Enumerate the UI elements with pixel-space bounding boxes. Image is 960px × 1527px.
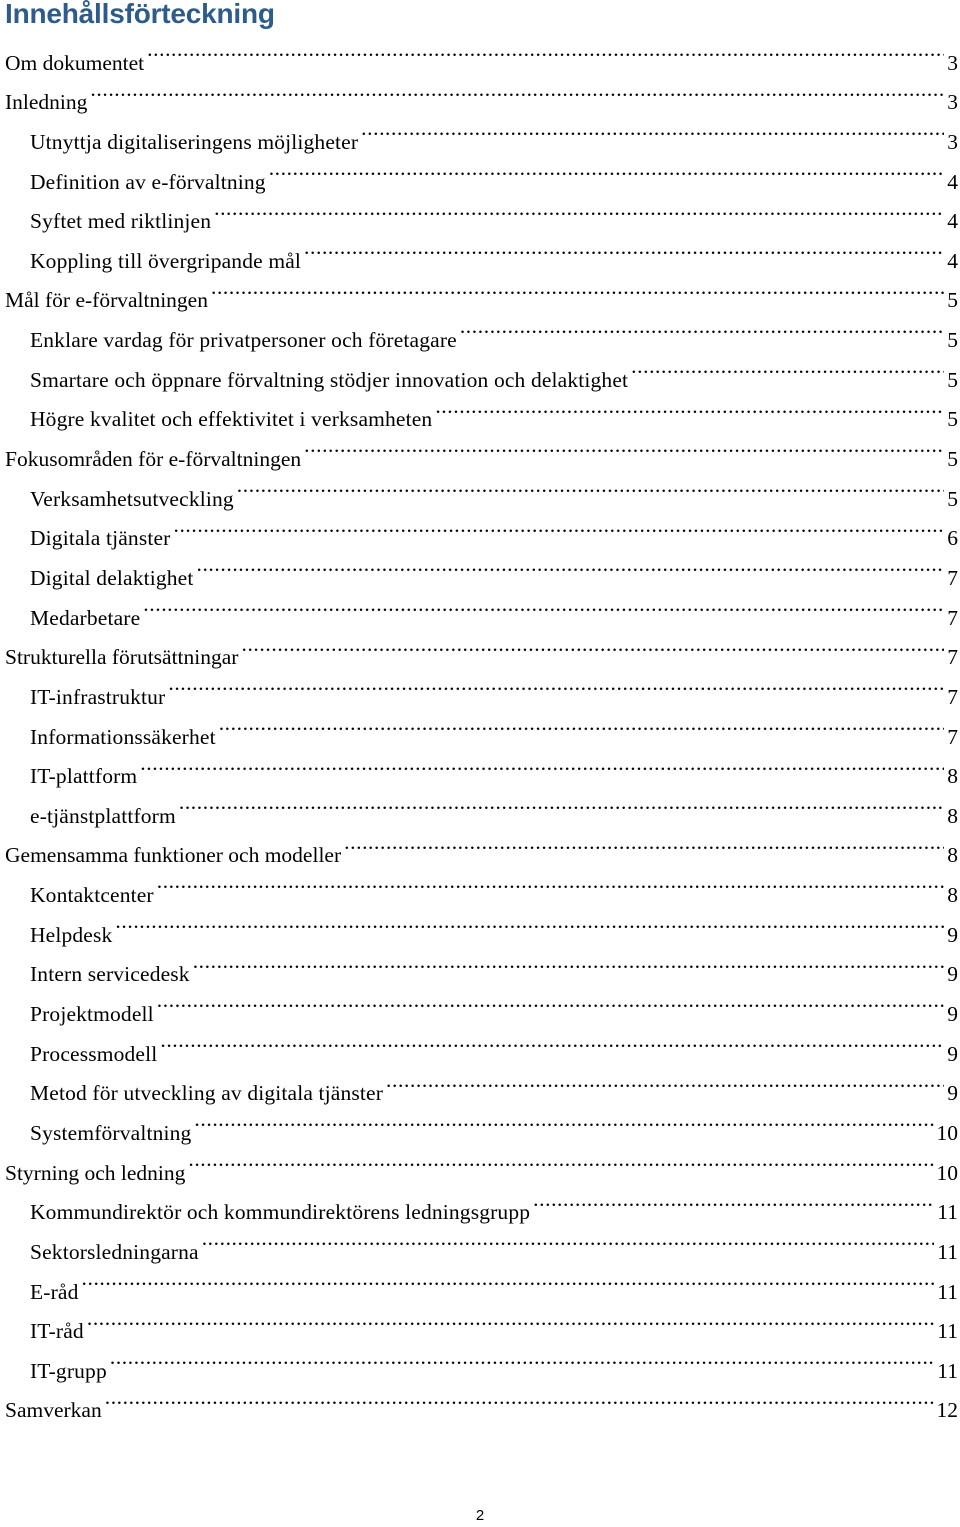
dot-leader <box>202 1219 935 1259</box>
dot-leader <box>143 585 944 625</box>
toc-entry-page-number: 5 <box>947 407 958 432</box>
toc-entry-title: Styrning och ledning <box>5 1160 186 1185</box>
toc-entry-page-number: 4 <box>947 209 958 234</box>
dot-leader <box>386 1061 944 1101</box>
dot-leader <box>140 744 944 784</box>
toc-entry-title: Digital delaktighet <box>30 565 194 590</box>
toc-entry-title: Systemförvaltning <box>30 1120 192 1145</box>
toc-entry-title: Projektmodell <box>30 1002 154 1027</box>
dot-leader <box>361 109 944 149</box>
toc-entry-page-number: 4 <box>947 169 958 194</box>
toc-entry-title: IT-grupp <box>30 1358 107 1383</box>
toc-entry-title: Om dokumentet <box>5 50 145 75</box>
toc-entry-title: Fokusområden för e-förvaltningen <box>5 447 302 472</box>
toc-entry-page-number: 9 <box>947 922 958 947</box>
dot-leader <box>188 1140 933 1180</box>
toc-entry-title: Kontaktcenter <box>30 883 154 908</box>
toc-entry-page-number: 11 <box>937 1358 958 1383</box>
toc-entry-title: Definition av e-förvaltning <box>30 169 266 194</box>
toc-entry-page-number: 10 <box>936 1160 958 1185</box>
dot-leader <box>157 981 944 1021</box>
toc-entry[interactable] <box>0 1378 960 1423</box>
toc-entry-title: Informationssäkerhet <box>30 724 216 749</box>
dot-leader <box>214 189 944 229</box>
dot-leader <box>168 664 944 704</box>
dot-leader <box>173 506 944 546</box>
toc-entry-page-number: 9 <box>947 962 958 987</box>
toc-entry-page-number: 11 <box>937 1200 958 1225</box>
toc-entry-title: Verksamhetsutveckling <box>30 486 234 511</box>
dot-leader <box>160 1021 944 1061</box>
toc-entry-page-number: 12 <box>936 1398 958 1423</box>
toc-entry-page-number: 8 <box>947 803 958 828</box>
dot-leader <box>193 942 945 982</box>
dot-leader <box>82 1259 935 1299</box>
dot-leader <box>110 1338 934 1378</box>
table-of-contents <box>0 30 960 1423</box>
page-number: 2 <box>475 1507 485 1524</box>
toc-entry-page-number: 7 <box>947 684 958 709</box>
dot-leader <box>196 545 944 585</box>
toc-entry-page-number: 11 <box>937 1319 958 1344</box>
toc-entry-title: Metod för utveckling av digitala tjänster <box>30 1081 384 1106</box>
toc-entry-title: Koppling till övergripande mål <box>30 248 302 273</box>
toc-entry-page-number: 9 <box>947 1081 958 1106</box>
toc-entry[interactable] <box>0 1299 960 1344</box>
toc-entry-page-number: 3 <box>947 90 958 115</box>
toc-entry-title: IT-råd <box>30 1319 84 1344</box>
toc-entry-title: IT-plattform <box>30 764 138 789</box>
dot-leader <box>435 387 944 427</box>
toc-entry-title: Enklare vardag för privatpersoner och företagare <box>30 328 457 353</box>
toc-entry-title: e-tjänstplattform <box>30 803 176 828</box>
dot-leader <box>211 268 944 308</box>
dot-leader <box>105 1378 934 1418</box>
dot-leader <box>533 1180 934 1220</box>
toc-entry-title: Processmodell <box>30 1041 158 1066</box>
toc-entry-title: Utnyttja digitaliseringens möjligheter <box>30 129 359 154</box>
toc-entry-page-number: 8 <box>947 883 958 908</box>
toc-entry-title: Medarbetare <box>30 605 141 630</box>
toc-entry-page-number: 5 <box>947 367 958 392</box>
toc-entry-page-number: 3 <box>947 50 958 75</box>
toc-entry-title: Syftet med riktlinjen <box>30 209 212 234</box>
toc-title: Innehållsförteckning <box>5 0 275 29</box>
dot-leader <box>269 149 945 189</box>
dot-leader <box>179 783 944 823</box>
toc-entry[interactable] <box>0 30 960 75</box>
toc-entry[interactable] <box>0 902 960 947</box>
toc-entry-page-number: 8 <box>947 764 958 789</box>
toc-entry-page-number: 5 <box>947 447 958 472</box>
toc-entry[interactable] <box>0 70 960 115</box>
toc-entry-title: Digitala tjänster <box>30 526 171 551</box>
toc-entry-title: Strukturella förutsättningar <box>5 645 239 670</box>
dot-leader <box>631 347 944 387</box>
toc-entry-title: Inledning <box>5 90 88 115</box>
toc-entry-page-number: 9 <box>947 1041 958 1066</box>
toc-entry-title: Helpdesk <box>30 922 113 947</box>
dot-leader <box>344 823 944 863</box>
dot-leader <box>90 70 944 110</box>
toc-entry[interactable] <box>0 744 960 789</box>
toc-entry-title: Gemensamma funktioner och modeller <box>5 843 342 868</box>
toc-entry-page-number: 6 <box>947 526 958 551</box>
dot-leader <box>87 1299 934 1339</box>
toc-entry-page-number: 11 <box>937 1239 958 1264</box>
dot-leader <box>460 307 944 347</box>
toc-entry-title: IT-infrastruktur <box>30 684 166 709</box>
dot-leader <box>157 862 945 902</box>
toc-entry-title: Kommundirektör och kommundirektörens ledningsgrupp <box>30 1200 531 1225</box>
toc-entry[interactable] <box>0 942 960 987</box>
dot-leader <box>219 704 945 744</box>
toc-entry-title: Intern servicedesk <box>30 962 190 987</box>
toc-entry-page-number: 10 <box>936 1120 958 1145</box>
dot-leader <box>304 228 944 268</box>
toc-entry[interactable] <box>0 109 960 154</box>
toc-entry-page-number: 5 <box>947 288 958 313</box>
toc-entry-page-number: 5 <box>947 486 958 511</box>
toc-entry-page-number: 11 <box>937 1279 958 1304</box>
toc-entry-page-number: 8 <box>947 843 958 868</box>
toc-entry-page-number: 4 <box>947 248 958 273</box>
toc-entry[interactable] <box>0 783 960 828</box>
toc-entry-page-number: 9 <box>947 1002 958 1027</box>
toc-entry-title: Samverkan <box>5 1398 102 1423</box>
dot-leader <box>237 466 944 506</box>
toc-entry[interactable] <box>0 1338 960 1383</box>
toc-entry-title: Sektorsledningarna <box>30 1239 199 1264</box>
toc-entry-title: Smartare och öppnare förvaltning stödjer innovation och delaktighet <box>30 367 629 392</box>
toc-entry[interactable] <box>0 585 960 630</box>
dot-leader <box>304 426 944 466</box>
toc-entry[interactable] <box>0 625 960 670</box>
toc-entry-title: Mål för e-förvaltningen <box>5 288 208 313</box>
dot-leader <box>115 902 944 942</box>
toc-entry-page-number: 3 <box>947 129 958 154</box>
dot-leader <box>147 30 944 70</box>
toc-entry-page-number: 7 <box>947 724 958 749</box>
toc-entry-page-number: 5 <box>947 328 958 353</box>
toc-entry-page-number: 7 <box>947 565 958 590</box>
toc-entry-page-number: 7 <box>947 605 958 630</box>
toc-entry-title: E-råd <box>30 1279 79 1304</box>
toc-entry-page-number: 7 <box>947 645 958 670</box>
toc-entry-title: Högre kvalitet och effektivitet i verksamheten <box>30 407 433 432</box>
dot-leader <box>194 1100 933 1140</box>
toc-entry[interactable] <box>0 1259 960 1304</box>
dot-leader <box>241 625 944 665</box>
